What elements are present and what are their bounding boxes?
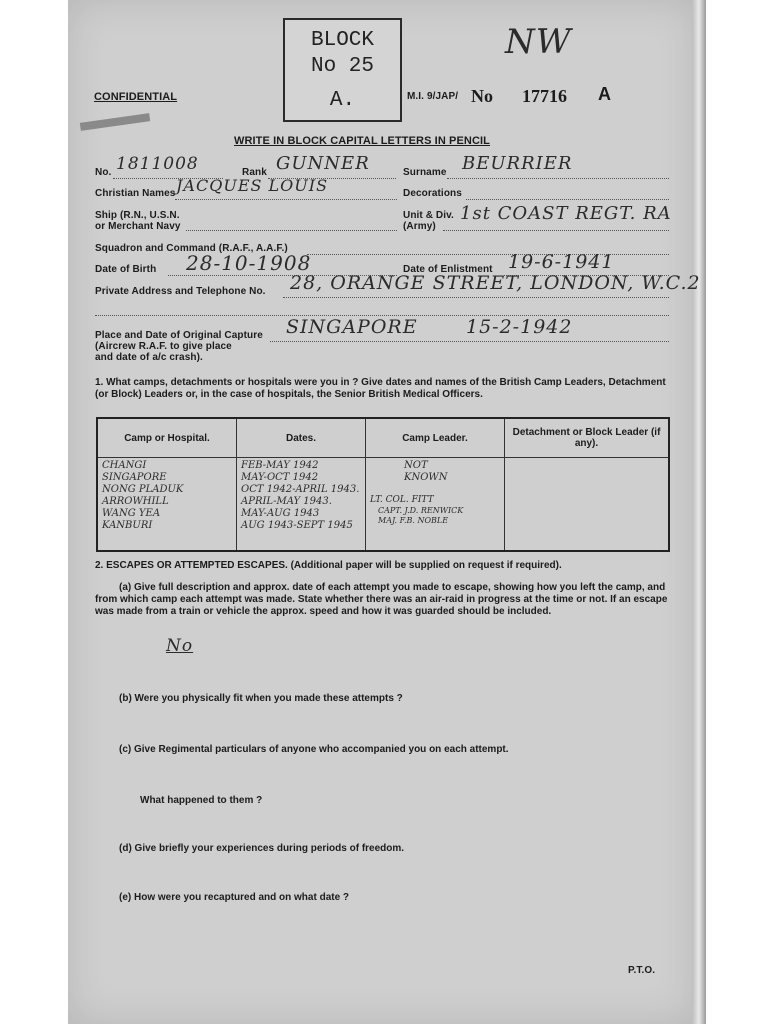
date-entry: OCT 1942-APRIL 1943.	[241, 484, 360, 495]
capture-label: Place and Date of Original Capture (Aircrew R.A.F. to give place and date of a/c crash).	[95, 330, 263, 363]
service-no-value: 1811008	[116, 154, 199, 174]
surname-value: BEURRIER	[462, 153, 573, 174]
leader-entry: KNOWN	[404, 472, 448, 483]
camp-list	[97, 458, 237, 552]
enlistment-label: Date of Enlistment	[403, 264, 493, 275]
detachment-cell	[505, 458, 670, 552]
date-entry: APRIL-MAY 1943.	[241, 496, 332, 507]
date-entry: FEB-MAY 1942	[241, 460, 319, 471]
question-2-heading: 2. ESCAPES OR ATTEMPTED ESCAPES. (Additional paper will be supplied on request if required).	[95, 560, 562, 571]
capture-date: 15-2-1942	[466, 316, 573, 338]
enlistment-value: 19-6-1941	[508, 251, 615, 273]
serial-number: 17716	[522, 86, 567, 106]
capture-place: SINGAPORE	[286, 316, 418, 338]
camp-entry: ARROWHILL	[102, 496, 169, 507]
header-detachment: Detachment or Block Leader (if any).	[505, 418, 670, 458]
ship-label: Ship (R.N., U.S.N. or Merchant Navy	[95, 210, 181, 232]
leaders-list	[366, 458, 505, 552]
camp-entry: WANG YEA	[102, 508, 161, 519]
service-no-label: No.	[95, 167, 112, 178]
number-label: No	[471, 86, 493, 106]
classification-label: CONFIDENTIAL	[94, 91, 178, 103]
address-label: Private Address and Telephone No.	[95, 286, 266, 297]
form-reference: M.I. 9/JAP/	[407, 91, 459, 102]
date-entry: MAY-AUG 1943	[241, 508, 320, 519]
leader-entry: MAJ. F.B. NOBLE	[378, 516, 449, 525]
stamp-line-1: BLOCK	[310, 29, 374, 52]
instruction-heading: WRITE IN BLOCK CAPITAL LETTERS IN PENCIL	[234, 135, 490, 147]
decorations-label: Decorations	[403, 188, 462, 199]
camp-entry: KANBURI	[102, 520, 153, 531]
leader-entry: LT. COL. FITT	[370, 495, 434, 505]
header-camp: Camp or Hospital.	[97, 418, 237, 458]
stamp-line-3: A.	[329, 89, 356, 112]
camp-entry: NONG PLADUK	[102, 484, 184, 495]
header-leader: Camp Leader.	[366, 418, 505, 458]
question-2a: (a) Give full description and approx. date of each attempt you made to escape, showing how you left the camp, and from which camp each attempt was made. State whether there was an air-raid in progress at the time or not. If an escape was made from a train or vehicle the approx. speed and how it was guarded should be included.	[95, 582, 668, 617]
leader-entry: CAPT. J.D. RENWICK	[378, 506, 464, 515]
serial-suffix: A	[598, 84, 611, 104]
question-2e: (e) How were you recaptured and on what date ?	[119, 892, 350, 903]
rank-value: GUNNER	[276, 153, 370, 174]
handwritten-initials: NW	[505, 22, 572, 62]
leader-entry: NOT	[404, 460, 428, 471]
date-entry: AUG 1943-SEPT 1945	[241, 520, 353, 531]
rank-label: Rank	[242, 167, 267, 178]
pto-label: P.T.O.	[628, 965, 656, 976]
question-2b: (b) Were you physically fit when you made these attempts ?	[119, 693, 403, 704]
question-2c-followup: What happened to them ?	[140, 795, 263, 806]
answer-2a: No	[166, 636, 194, 656]
dob-label: Date of Birth	[95, 264, 157, 275]
camps-table	[96, 417, 670, 552]
block-stamp	[283, 18, 402, 122]
unit-value: 1st COAST REGT. RA	[460, 203, 672, 224]
christian-names-label: Christian Names	[95, 188, 176, 199]
question-2c: (c) Give Regimental particulars of anyone who accompanied you on each attempt.	[119, 744, 509, 755]
page-edge	[692, 0, 706, 1024]
question-2d: (d) Give briefly your experiences during periods of freedom.	[119, 843, 405, 854]
dob-value: 28-10-1908	[186, 251, 312, 275]
christian-names-value: JACQUES LOUIS	[176, 176, 329, 195]
camp-entry: CHANGI	[102, 460, 147, 471]
date-entry: MAY-OCT 1942	[241, 472, 319, 483]
question-1: 1. What camps, detachments or hospitals were you in ? Give dates and names of the British Camp Leaders, Detachment (or Block) Leaders or, in the case of hospitals, the Senior British Medical Officers.	[95, 377, 666, 400]
stamp-line-2: No 25	[310, 55, 374, 78]
header-dates: Dates.	[237, 418, 366, 458]
unit-label: Unit & Div. (Army)	[403, 210, 454, 232]
camp-entry: SINGAPORE	[102, 472, 167, 483]
dates-list	[237, 458, 366, 552]
surname-label: Surname	[403, 167, 447, 178]
address-value: 28, ORANGE STREET, LONDON, W.C.2	[290, 272, 701, 294]
squadron-label: Squadron and Command (R.A.F., A.A.F.)	[95, 243, 288, 254]
